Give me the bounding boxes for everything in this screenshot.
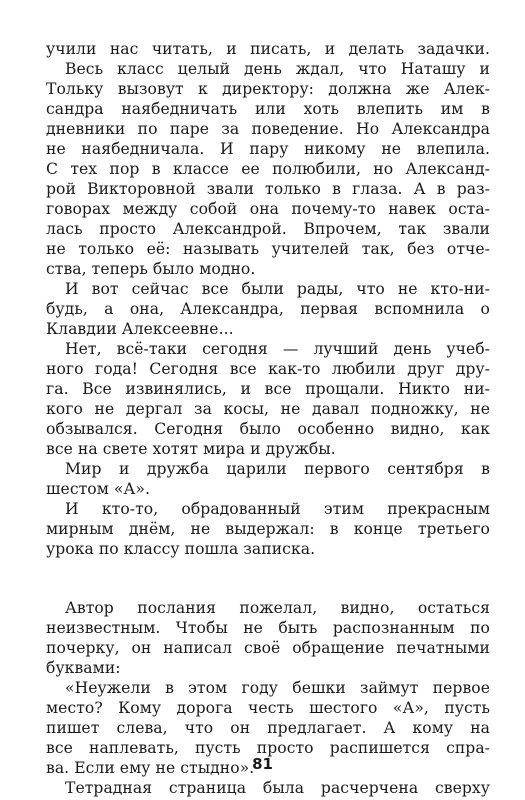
text-line: Тетрадная страница была расчерчена сверху <box>65 779 490 797</box>
page-number: 81 <box>252 755 273 773</box>
text-line: все на свете хотят мира и дружбы. <box>46 440 336 458</box>
text-line: Автор послания пожелал, видно, остаться <box>65 599 490 617</box>
text-line: не только её: называть учителей так, без отче- <box>46 240 490 258</box>
text-line: рой Викторовной звали только в глаза. А в раз- <box>46 180 490 198</box>
text-line: пишет слева, что он предлагает. А кому на <box>46 719 490 737</box>
text-line: все наплевать, пусть просто распишется спра- <box>46 739 490 757</box>
text-line: почерку, он написал своё обращение печатными <box>46 639 490 657</box>
text-line: лась просто Александрой. Впрочем, так звали <box>46 220 490 238</box>
text-line: Нет, всё-таки сегодня — лучший день учеб- <box>65 340 490 358</box>
text-line: дневники по паре за поведение. Но Александра <box>46 120 490 138</box>
text-line: урока по классу пошла записка. <box>46 540 316 558</box>
text-line: не наябедничала. И пару никому не влепила. <box>46 140 490 158</box>
text-line: И вот сейчас все были рады, что не кто-ни- <box>65 280 490 298</box>
text-line: мирным днём, не выдержал: в конце третьего <box>46 520 490 538</box>
text-line: говорах между собой она почему-то навек оста- <box>46 200 490 218</box>
text-line: сандра наябедничать или хоть влепить им в <box>46 100 490 118</box>
text-line: шестом «А». <box>46 480 150 498</box>
text-line: кого не дергал за косы, не давал подножку, не <box>46 400 490 418</box>
text-line: С тех пор в классе ее полюбили, но Александ- <box>46 160 490 178</box>
text-line: «Неужели в этом году бешки займут первое <box>65 679 490 697</box>
text-line: место? Кому дорога честь шестого «А», пусть <box>46 699 490 717</box>
text-line: Весь класс целый день ждал, что Наташу и <box>65 60 490 78</box>
text-line: га. Все извинялись, и все прощали. Никто ни- <box>46 380 490 398</box>
text-line: Мир и дружба царили первого сентября в <box>65 460 490 478</box>
text-line: неизвестным. Чтобы не быть распознанным по <box>46 619 490 637</box>
text-line: ва. Если ему не стыдно». <box>46 759 255 777</box>
text-line: ного года! Сегодня все как-то любили друг дру- <box>46 360 490 378</box>
text-line: учили нас читать, и писать, и делать задачки. <box>46 40 490 58</box>
text-line: Тольку вызовут к директору: должна же Алек- <box>46 80 490 98</box>
text-line: И кто-то, обрадованный этим прекрасным <box>65 500 490 518</box>
text-line: буквами: <box>46 659 121 677</box>
text-line: Клавдии Алексеевне... <box>46 320 234 338</box>
book-page <box>46 40 490 797</box>
text-line: обзывался. Сегодня было особенно видно, как <box>46 420 490 438</box>
text-line: ства, теперь было модно. <box>46 260 256 278</box>
text-line: будь, а она, Александра, первая вспомнила о <box>46 300 490 318</box>
